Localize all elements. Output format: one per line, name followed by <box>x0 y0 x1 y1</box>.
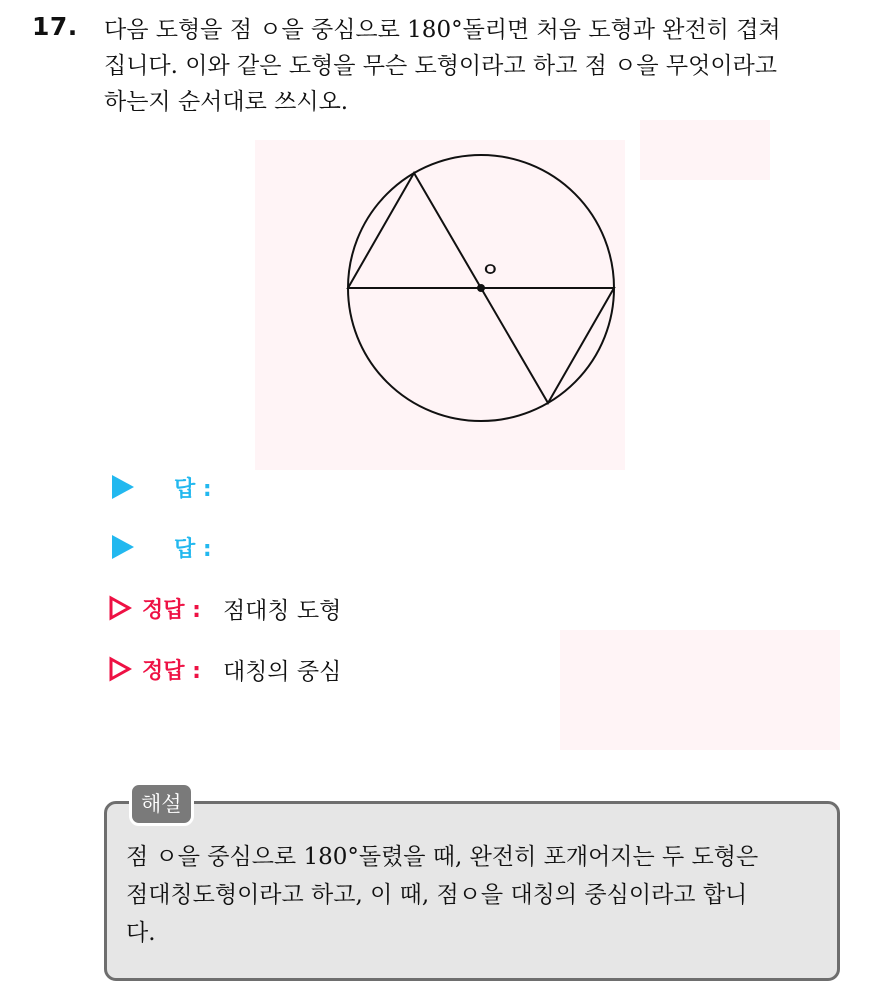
filled-triangle-icon <box>112 535 134 559</box>
answer-row-1 <box>108 470 234 504</box>
explanation-tab: 해설 <box>129 782 194 826</box>
explanation-text <box>126 838 826 952</box>
answer-label: 답 : <box>174 536 212 562</box>
correct-answer-row-1 <box>108 591 341 625</box>
answer-row-2 <box>108 530 234 564</box>
explanation-line: 점대칭도형이라고 하고, 이 때, 점ㅇ을 대칭의 중심이라고 합니 <box>126 882 748 908</box>
correct-answer-value: 점대칭 도형 <box>222 597 342 624</box>
answer-label: 답 : <box>174 476 212 502</box>
correct-answer-row-2 <box>108 652 341 686</box>
point-symmetric-figure <box>330 150 630 440</box>
background-tint <box>640 120 770 180</box>
lower-triangle <box>481 288 614 403</box>
filled-triangle-icon <box>112 475 134 499</box>
background-tint <box>560 630 840 750</box>
correct-answer-label: 정답 : <box>142 597 201 623</box>
correct-answer-label: 정답 : <box>142 658 201 684</box>
question-line: 하는지 순서대로 쓰시오. <box>104 89 349 115</box>
question-number: 17. <box>32 12 78 41</box>
question-line: 집니다. 이와 같은 도형을 무슨 도형이라고 하고 점 ㅇ을 무엇이라고 <box>104 53 777 79</box>
explanation-line: 다. <box>126 920 156 946</box>
outline-triangle-icon <box>108 595 132 621</box>
center-label: ㅇ <box>481 259 500 281</box>
center-point <box>477 284 485 292</box>
question-text <box>104 12 864 120</box>
upper-triangle <box>348 173 481 288</box>
explanation-line: 점 ㅇ을 중심으로 180°돌렸을 때, 완전히 포개어지는 두 도형은 <box>126 844 759 870</box>
question-line: 다음 도형을 점 ㅇ을 중심으로 180°돌리면 처음 도형과 완전히 겹쳐 <box>104 17 781 43</box>
outline-triangle-icon <box>108 656 132 682</box>
correct-answer-value: 대칭의 중심 <box>222 658 342 685</box>
